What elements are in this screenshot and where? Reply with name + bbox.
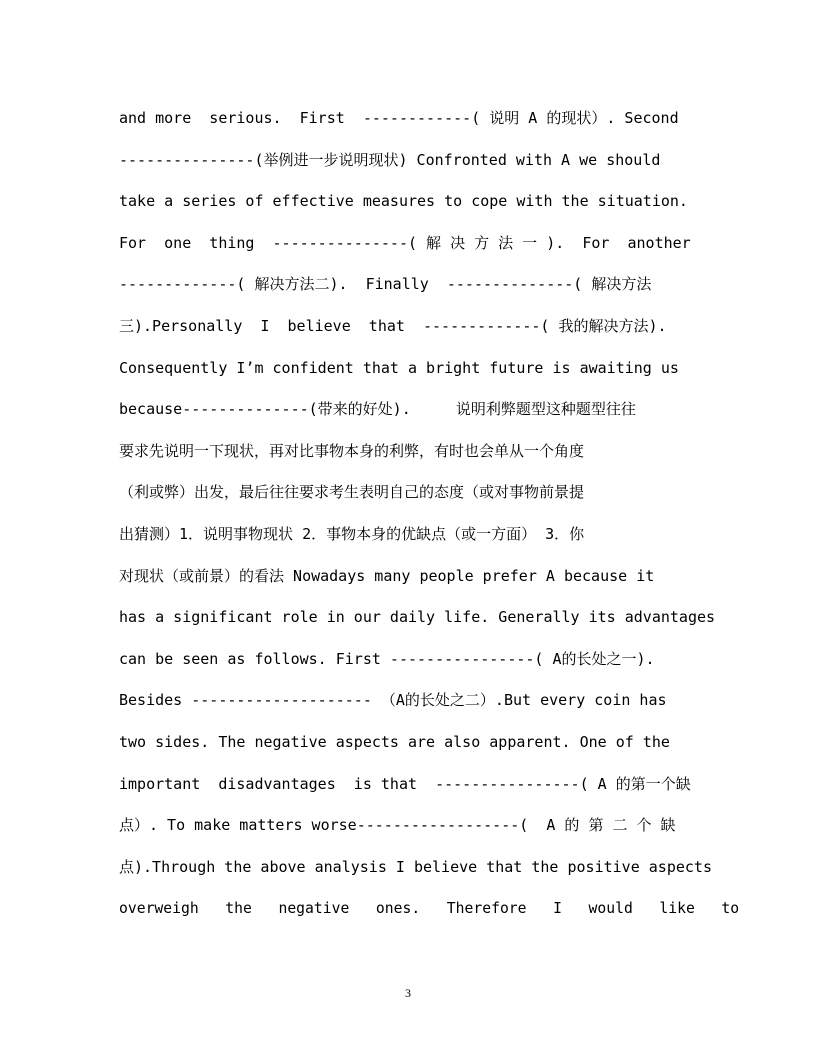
- text-line: 对现状（或前景）的看法 Nowadays many people prefer A because it: [119, 566, 655, 585]
- text-line: has a significant role in our daily life. Generally its advantages: [119, 608, 716, 627]
- text-line: 出猜测）1．说明事物现状 2．事物本身的优缺点（或一方面） 3．你: [119, 524, 585, 543]
- text-line: （利或弊）出发，最后往往要求考生表明自己的态度（或对事物前景提: [119, 483, 585, 502]
- text-line: -------------( 解决方法二). Finally --------------( 解决方法: [119, 275, 652, 294]
- text-line: ---------------(举例进一步说明现状) Confronted with A we should: [119, 150, 661, 169]
- body-text: [119, 98, 739, 930]
- text-line: For one thing ---------------( 解 决 方 法 一 ). For another: [119, 233, 691, 252]
- text-line: and more serious. First ------------( 说明 A 的现状）. Second: [119, 109, 679, 127]
- text-line: Consequently I’m confident that a bright future is awaiting us: [119, 358, 679, 377]
- text-line: 点）. To make matters worse------------------( A 的 第 二 个 缺: [119, 816, 676, 835]
- text-line: 点).Through the above analysis I believe that the positive aspects: [119, 857, 712, 876]
- page-number: 3: [405, 986, 411, 1000]
- text-line: important disadvantages is that ----------------( A 的第一个缺: [119, 774, 691, 793]
- text-line: two sides. The negative aspects are also apparent. One of the: [119, 732, 670, 751]
- text-line: Besides -------------------- （A的长处之二）.But every coin has: [119, 691, 667, 710]
- text-line: can be seen as follows. First ----------------( A的长处之一).: [119, 649, 655, 668]
- text-line: take a series of effective measures to cope with the situation.: [119, 192, 688, 211]
- text-line: 三).Personally I believe that -------------( 我的解决方法).: [119, 316, 667, 335]
- text-line: 要求先说明一下现状，再对比事物本身的利弊，有时也会单从一个角度: [119, 441, 585, 460]
- text-line: because--------------(带来的好处). 说明利弊题型这种题型往往: [119, 400, 636, 419]
- text-line: overweigh the negative ones. Therefore I would like to: [119, 899, 740, 918]
